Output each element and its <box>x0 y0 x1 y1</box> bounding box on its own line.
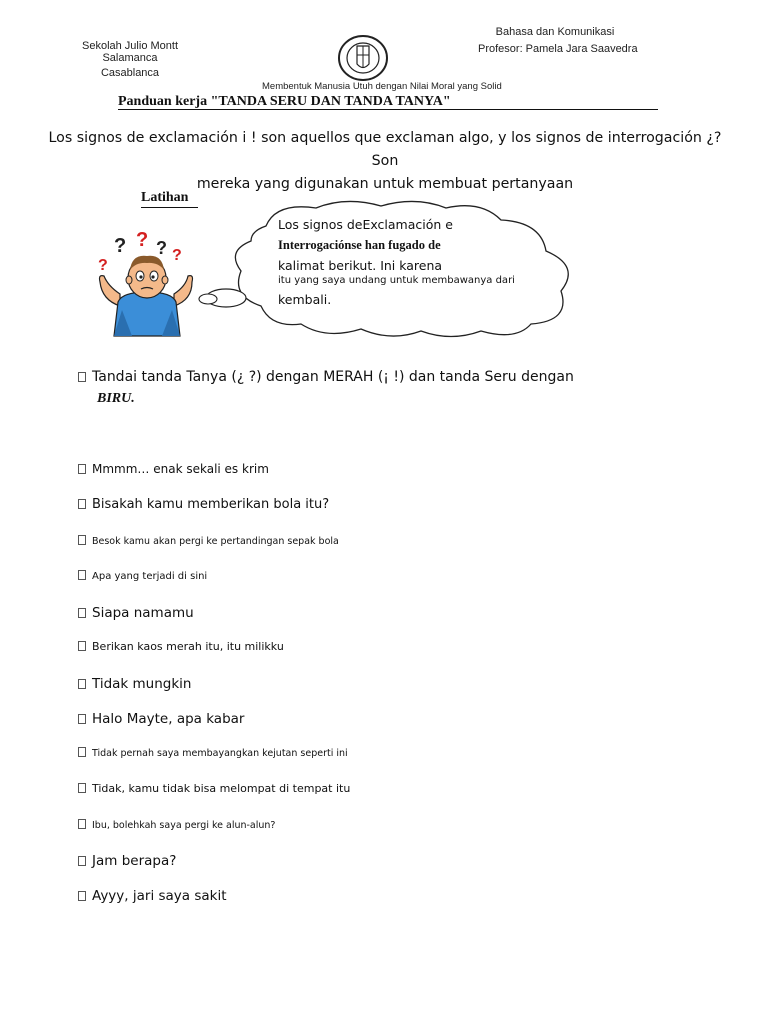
confused-kid-illustration <box>92 230 202 338</box>
intro-line-2: mereka yang digunakan untuk membuat pertanyaan <box>196 176 574 192</box>
item-text: Besok kamu akan pergi ke pertandingan sepak bola <box>92 536 339 547</box>
list-item <box>78 676 192 692</box>
task-color-word: BIRU. <box>97 391 135 406</box>
list-item <box>78 640 284 653</box>
list-item <box>78 747 348 759</box>
item-text: Ayyy, jari saya sakit <box>92 888 227 904</box>
bubble-line-2: Interrogaciónse han fugado de <box>278 238 441 252</box>
bullet-box-icon <box>78 535 86 545</box>
school-line-2: Casablanca <box>100 67 160 79</box>
bubble-line-5: kembali. <box>278 292 332 307</box>
list-item <box>78 605 194 621</box>
list-item <box>78 497 329 512</box>
school-name <box>60 40 200 79</box>
list-item <box>78 711 244 727</box>
list-item <box>78 462 269 476</box>
task-text: Tandai tanda Tanya (¿ ?) dengan MERAH (¡ !) dan tanda Seru dengan <box>92 369 574 385</box>
bullet-box-icon <box>78 714 86 724</box>
title-underline <box>118 109 658 110</box>
item-text: Jam berapa? <box>92 853 177 869</box>
list-item <box>78 853 176 869</box>
bubble-line-3: kalimat berikut. Ini karena <box>278 258 443 273</box>
list-item <box>78 782 350 795</box>
item-text: Bisakah kamu memberikan bola itu? <box>92 497 330 512</box>
bullet-box-icon <box>78 608 86 618</box>
bullet-box-icon <box>78 679 86 689</box>
intro-line-1: Los signos de exclamación i ! son aquellos que exclaman algo, y los signos de interrogación ¿? Son <box>48 130 722 169</box>
page-title: Panduan kerja "TANDA SERU DAN TANDA TANYA" <box>118 94 451 109</box>
bullet-box-icon <box>78 570 86 580</box>
list-item <box>78 535 339 547</box>
list-item <box>78 888 227 904</box>
bubble-line-4: itu yang saya undang untuk membawanya dari <box>278 275 515 286</box>
bullet-box-icon <box>78 499 86 509</box>
thought-cloud-text <box>278 217 515 307</box>
bullet-box-icon <box>78 747 86 757</box>
bullet-box-icon <box>78 641 86 651</box>
school-line-1: Sekolah Julio Montt Salamanca <box>82 40 178 64</box>
task-instruction <box>78 367 574 409</box>
item-text: Apa yang terjadi di sini <box>92 571 208 582</box>
bullet-box-icon <box>78 372 86 382</box>
svg-text:?: ? <box>156 238 167 258</box>
list-item <box>78 819 275 831</box>
school-motto: Membentuk Manusia Utuh dengan Nilai Moral yang Solid <box>262 81 502 92</box>
item-text: Tidak mungkin <box>92 676 192 692</box>
bubble-line-1: Los signos deExclamación e <box>278 217 453 232</box>
subject-label: Bahasa dan Komunikasi <box>495 26 615 38</box>
svg-text:?: ? <box>172 247 182 264</box>
bullet-box-icon <box>78 891 86 901</box>
item-text: Berikan kaos merah itu, itu milikku <box>92 640 284 653</box>
bullet-box-icon <box>78 856 86 866</box>
item-text: Siapa namamu <box>92 605 194 621</box>
bullet-box-icon <box>78 819 86 829</box>
teacher-label: Profesor: Pamela Jara Saavedra <box>478 43 638 55</box>
item-text: Ibu, bolehkah saya pergi ke alun-alun? <box>92 820 276 831</box>
list-item <box>78 570 207 582</box>
item-text: Halo Mayte, apa kabar <box>92 711 245 727</box>
bullet-box-icon <box>78 783 86 793</box>
school-logo <box>337 34 389 82</box>
intro-paragraph <box>40 127 730 196</box>
item-text: Tidak, kamu tidak bisa melompat di tempat itu <box>92 782 351 795</box>
svg-text:?: ? <box>136 230 149 251</box>
bullet-box-icon <box>78 464 86 474</box>
item-text: Mmmm… enak sekali es krim <box>92 462 269 476</box>
svg-text:?: ? <box>114 235 127 257</box>
item-text: Tidak pernah saya membayangkan kejutan seperti ini <box>92 748 348 759</box>
svg-text:?: ? <box>98 257 108 274</box>
latihan-heading: Latihan <box>141 190 198 208</box>
